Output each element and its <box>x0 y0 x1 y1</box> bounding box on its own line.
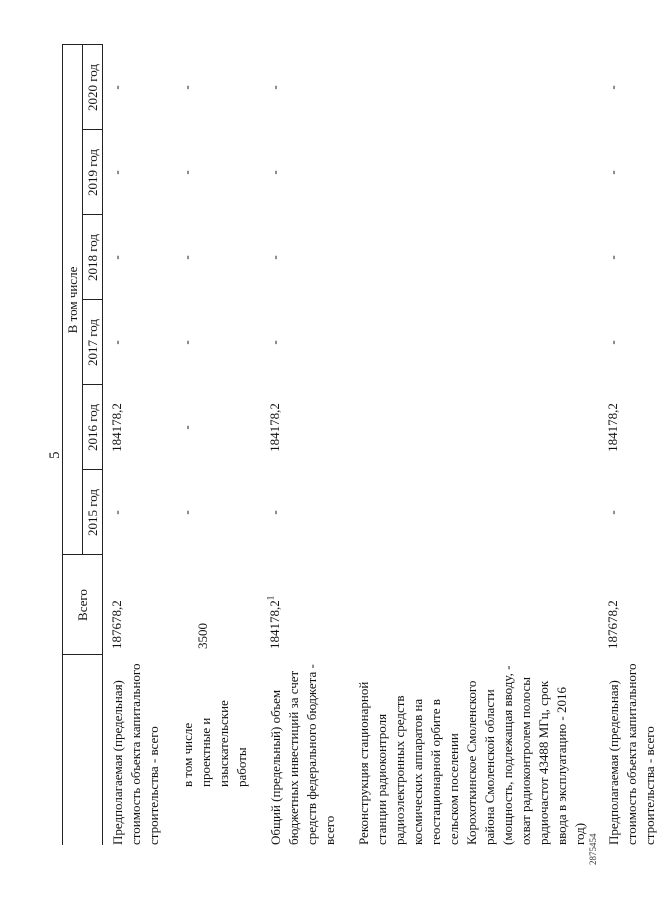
row-value-2020: - <box>179 85 194 90</box>
header-blank-cell <box>63 655 103 845</box>
row-value-2018: - <box>179 255 194 260</box>
row-value-2017: - <box>605 340 620 345</box>
row-label: Предполагаемая (предельная) стоимость объекта капитального строительства - всего <box>110 663 161 845</box>
row-label: в том числе проектные и изыскательские работы <box>180 700 249 787</box>
row-value-2016: 184178,2 <box>109 403 124 452</box>
row-value-2015: - <box>605 510 620 515</box>
row-value-2016 <box>349 385 599 470</box>
header-year-2015: 2015 год <box>83 470 103 555</box>
row-value-2015 <box>349 470 599 555</box>
row-value-2019: - <box>179 170 194 175</box>
header-year-2019: 2019 год <box>83 130 103 215</box>
row-total: 187678,2 <box>109 600 124 649</box>
row-value-2017: - <box>109 340 124 345</box>
row-value-2019 <box>349 130 599 215</box>
row-value-2017: - <box>179 340 194 345</box>
row-value-2015: - <box>109 510 124 515</box>
row-value-2016: - <box>179 425 194 430</box>
row-total: 3500 <box>195 623 210 649</box>
row-value-2019: - <box>109 170 124 175</box>
row-value-2020: - <box>605 85 620 90</box>
row-total: 187678,2 <box>605 600 620 649</box>
row-value-2019: - <box>267 170 282 175</box>
row-value-2018: - <box>109 255 124 260</box>
header-including: В том числе <box>63 45 83 555</box>
header-year-2018: 2018 год <box>83 215 103 300</box>
row-label: Реконструкция стационарной станции радиоконтроля радиоэлектронных средств космических аппаратов на геостационарной орбите в сельском поселении Корохоткинское Смоленского района Смоленской области (мощность, подлежащая вводу, - охват радиоконтролем полосы радиочастот 43488 МГц, срок ввода в эксплуатацию - 2016 год) <box>356 665 587 845</box>
row-value-2015: - <box>267 510 282 515</box>
table-row <box>599 45 669 845</box>
header-year-2017: 2017 год <box>83 300 103 385</box>
table-row <box>173 45 261 845</box>
row-value-2016: 184178,2 <box>267 403 282 452</box>
footnote-mark: 1 <box>265 595 276 601</box>
table-row <box>103 45 174 845</box>
row-label: Предполагаемая (предельная) стоимость объекта капитального строительства - всего <box>606 663 657 845</box>
document-id: 2875454 <box>588 833 598 865</box>
row-value-2017 <box>349 300 599 385</box>
row-value-2017: - <box>267 340 282 345</box>
row-value-2020 <box>349 45 599 130</box>
row-value-2018: - <box>605 255 620 260</box>
row-value-2019: - <box>605 170 620 175</box>
row-label: Общий (предельный) объем бюджетных инвестиций за счет средств федерального бюджета - всего <box>268 664 337 845</box>
header-year-2016: 2016 год <box>83 385 103 470</box>
row-value-2020: - <box>267 85 282 90</box>
row-value-2020: - <box>109 85 124 90</box>
row-value-2016: 184178,2 <box>605 403 620 452</box>
row-total-value: 184178,2 <box>267 600 282 649</box>
row-total <box>349 555 599 655</box>
header-total: Всего <box>63 555 103 655</box>
table-row <box>349 45 599 845</box>
row-total <box>261 555 349 655</box>
row-value-2018 <box>349 215 599 300</box>
page-number: 5 <box>47 451 63 459</box>
investment-table <box>62 45 669 846</box>
table-row <box>261 45 349 845</box>
row-value-2018: - <box>267 255 282 260</box>
row-value-2015: - <box>179 510 194 515</box>
header-year-2020: 2020 год <box>83 45 103 130</box>
